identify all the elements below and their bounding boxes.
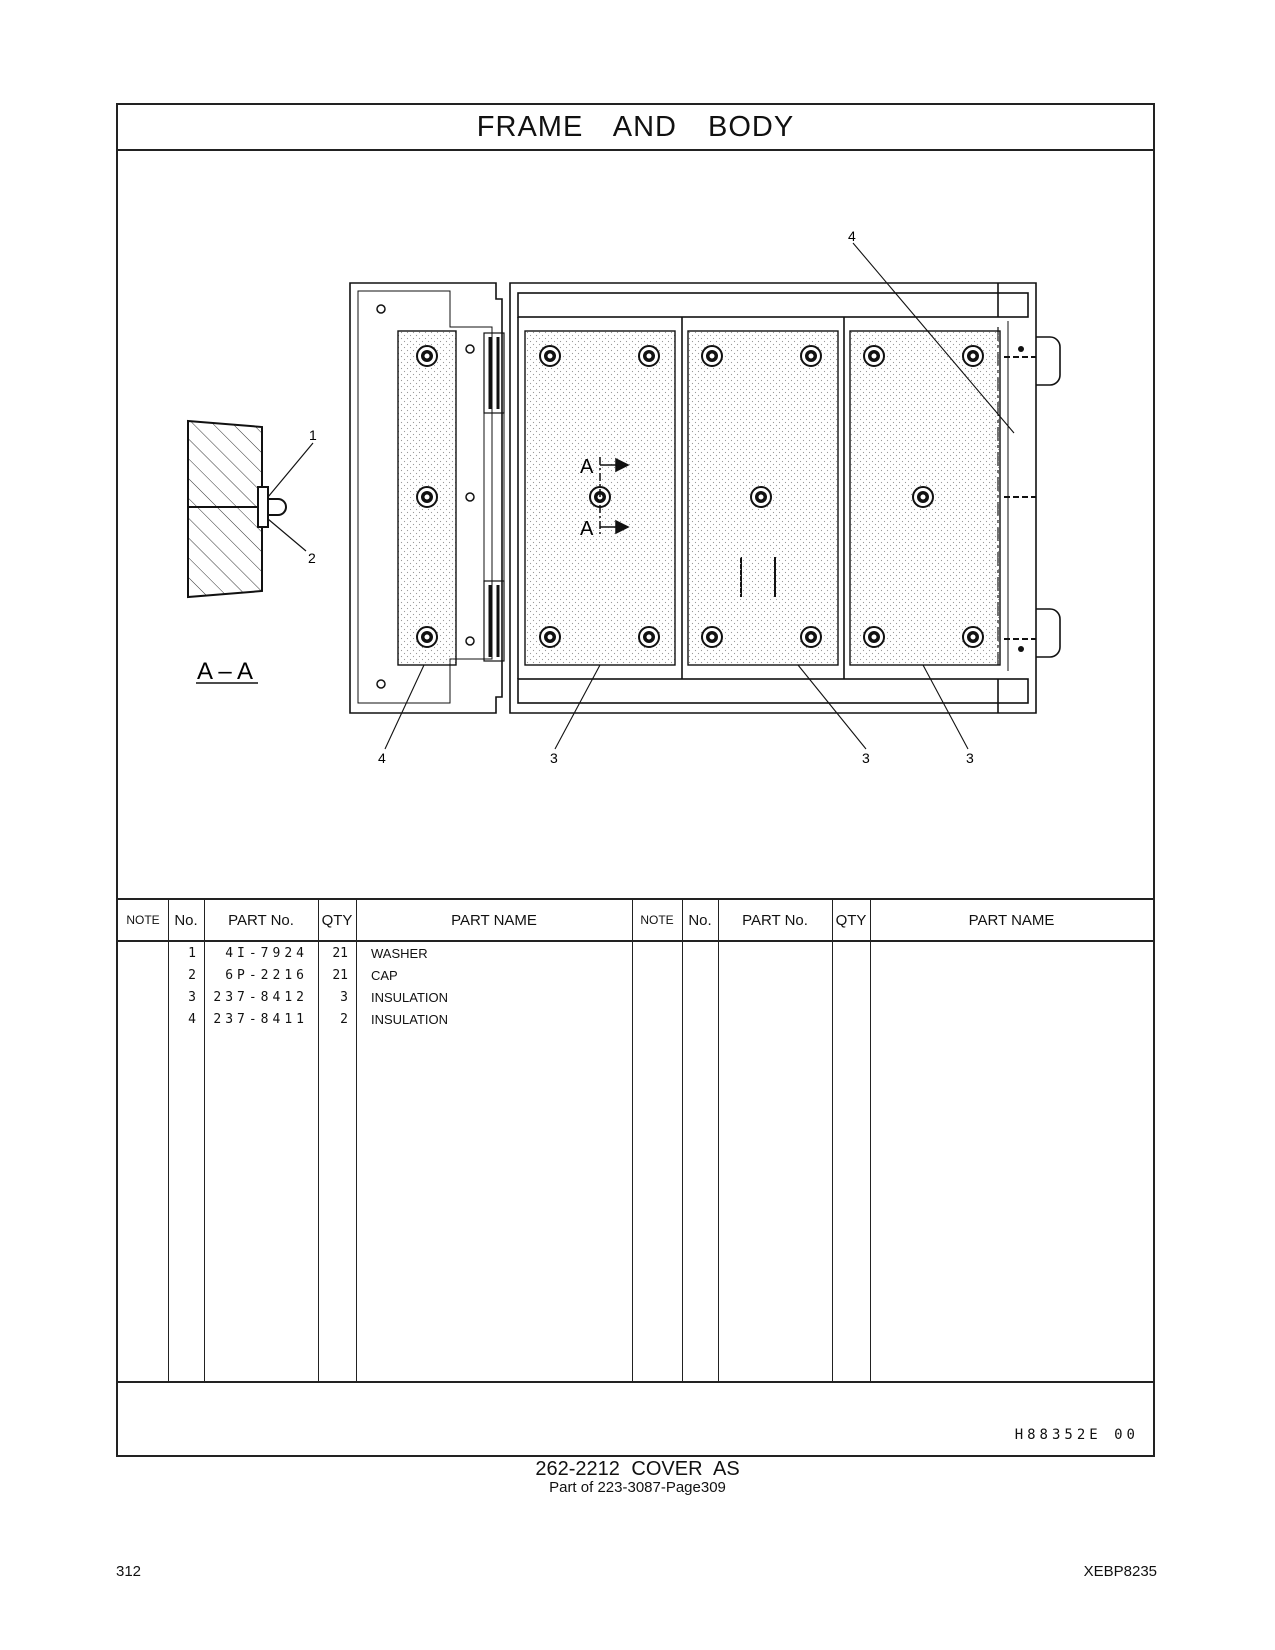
assembly-parent: Part of 223-3087-Page309 [549, 1479, 726, 1496]
row-part-name: CAP [371, 968, 398, 983]
drawing-reference: H88352E 00 [1014, 1427, 1139, 1443]
row-part-no: 237-8411 [213, 1012, 308, 1027]
row-qty: 21 [332, 946, 348, 961]
page-number: 312 [116, 1563, 142, 1580]
section-aa-detail [188, 421, 313, 683]
parts-table-header [118, 898, 1153, 942]
row-part-name: WASHER [371, 946, 428, 961]
assembly-title: 262-2212 COVER AS [535, 1458, 740, 1480]
row-part-name: INSULATION [371, 1012, 449, 1027]
document-id: XEBP8235 [1083, 1563, 1157, 1580]
col-qty-2: QTY [835, 911, 867, 929]
section-label: A – A [197, 658, 254, 685]
row-qty: 3 [340, 990, 348, 1005]
callout-3-c: 3 [966, 750, 974, 766]
col-part-no: PART No. [228, 911, 294, 929]
callout-4-top: 4 [848, 228, 856, 244]
col-no-2: No. [688, 911, 712, 929]
callout-1: 1 [309, 427, 317, 443]
col-note-2: NOTE [640, 913, 674, 927]
col-qty: QTY [321, 911, 353, 929]
page-title: FRAME AND BODY [476, 110, 795, 143]
callout-2: 2 [308, 550, 316, 566]
row-qty: 2 [340, 1012, 348, 1027]
callout-3-a: 3 [550, 750, 558, 766]
parts-table-body [118, 942, 1153, 1383]
doc-ref-area [118, 1383, 1153, 1455]
row-part-name: INSULATION [371, 990, 449, 1005]
col-part-name-2: PART NAME [968, 911, 1055, 929]
parts-drawing [118, 151, 1153, 897]
section-mark-bottom: A [580, 518, 594, 540]
row-part-no: 237-8412 [213, 990, 308, 1005]
callout-4-bottom: 4 [378, 750, 386, 766]
row-number: 1 [188, 946, 196, 961]
row-number: 3 [188, 990, 196, 1005]
col-note: NOTE [126, 913, 160, 927]
row-part-no: 6P-2216 [225, 968, 308, 983]
row-number: 2 [188, 968, 196, 983]
col-part-no-2: PART No. [742, 911, 808, 929]
col-part-name: PART NAME [451, 911, 537, 929]
section-mark-top: A [580, 456, 594, 478]
assembly-caption [0, 1458, 1275, 1496]
parts-page-frame [116, 103, 1155, 1457]
title-bar [118, 105, 1153, 151]
row-number: 4 [188, 1012, 196, 1027]
row-part-no: 4I-7924 [225, 946, 308, 961]
callout-3-b: 3 [862, 750, 870, 766]
row-qty: 21 [332, 968, 348, 983]
col-no: No. [174, 911, 198, 929]
